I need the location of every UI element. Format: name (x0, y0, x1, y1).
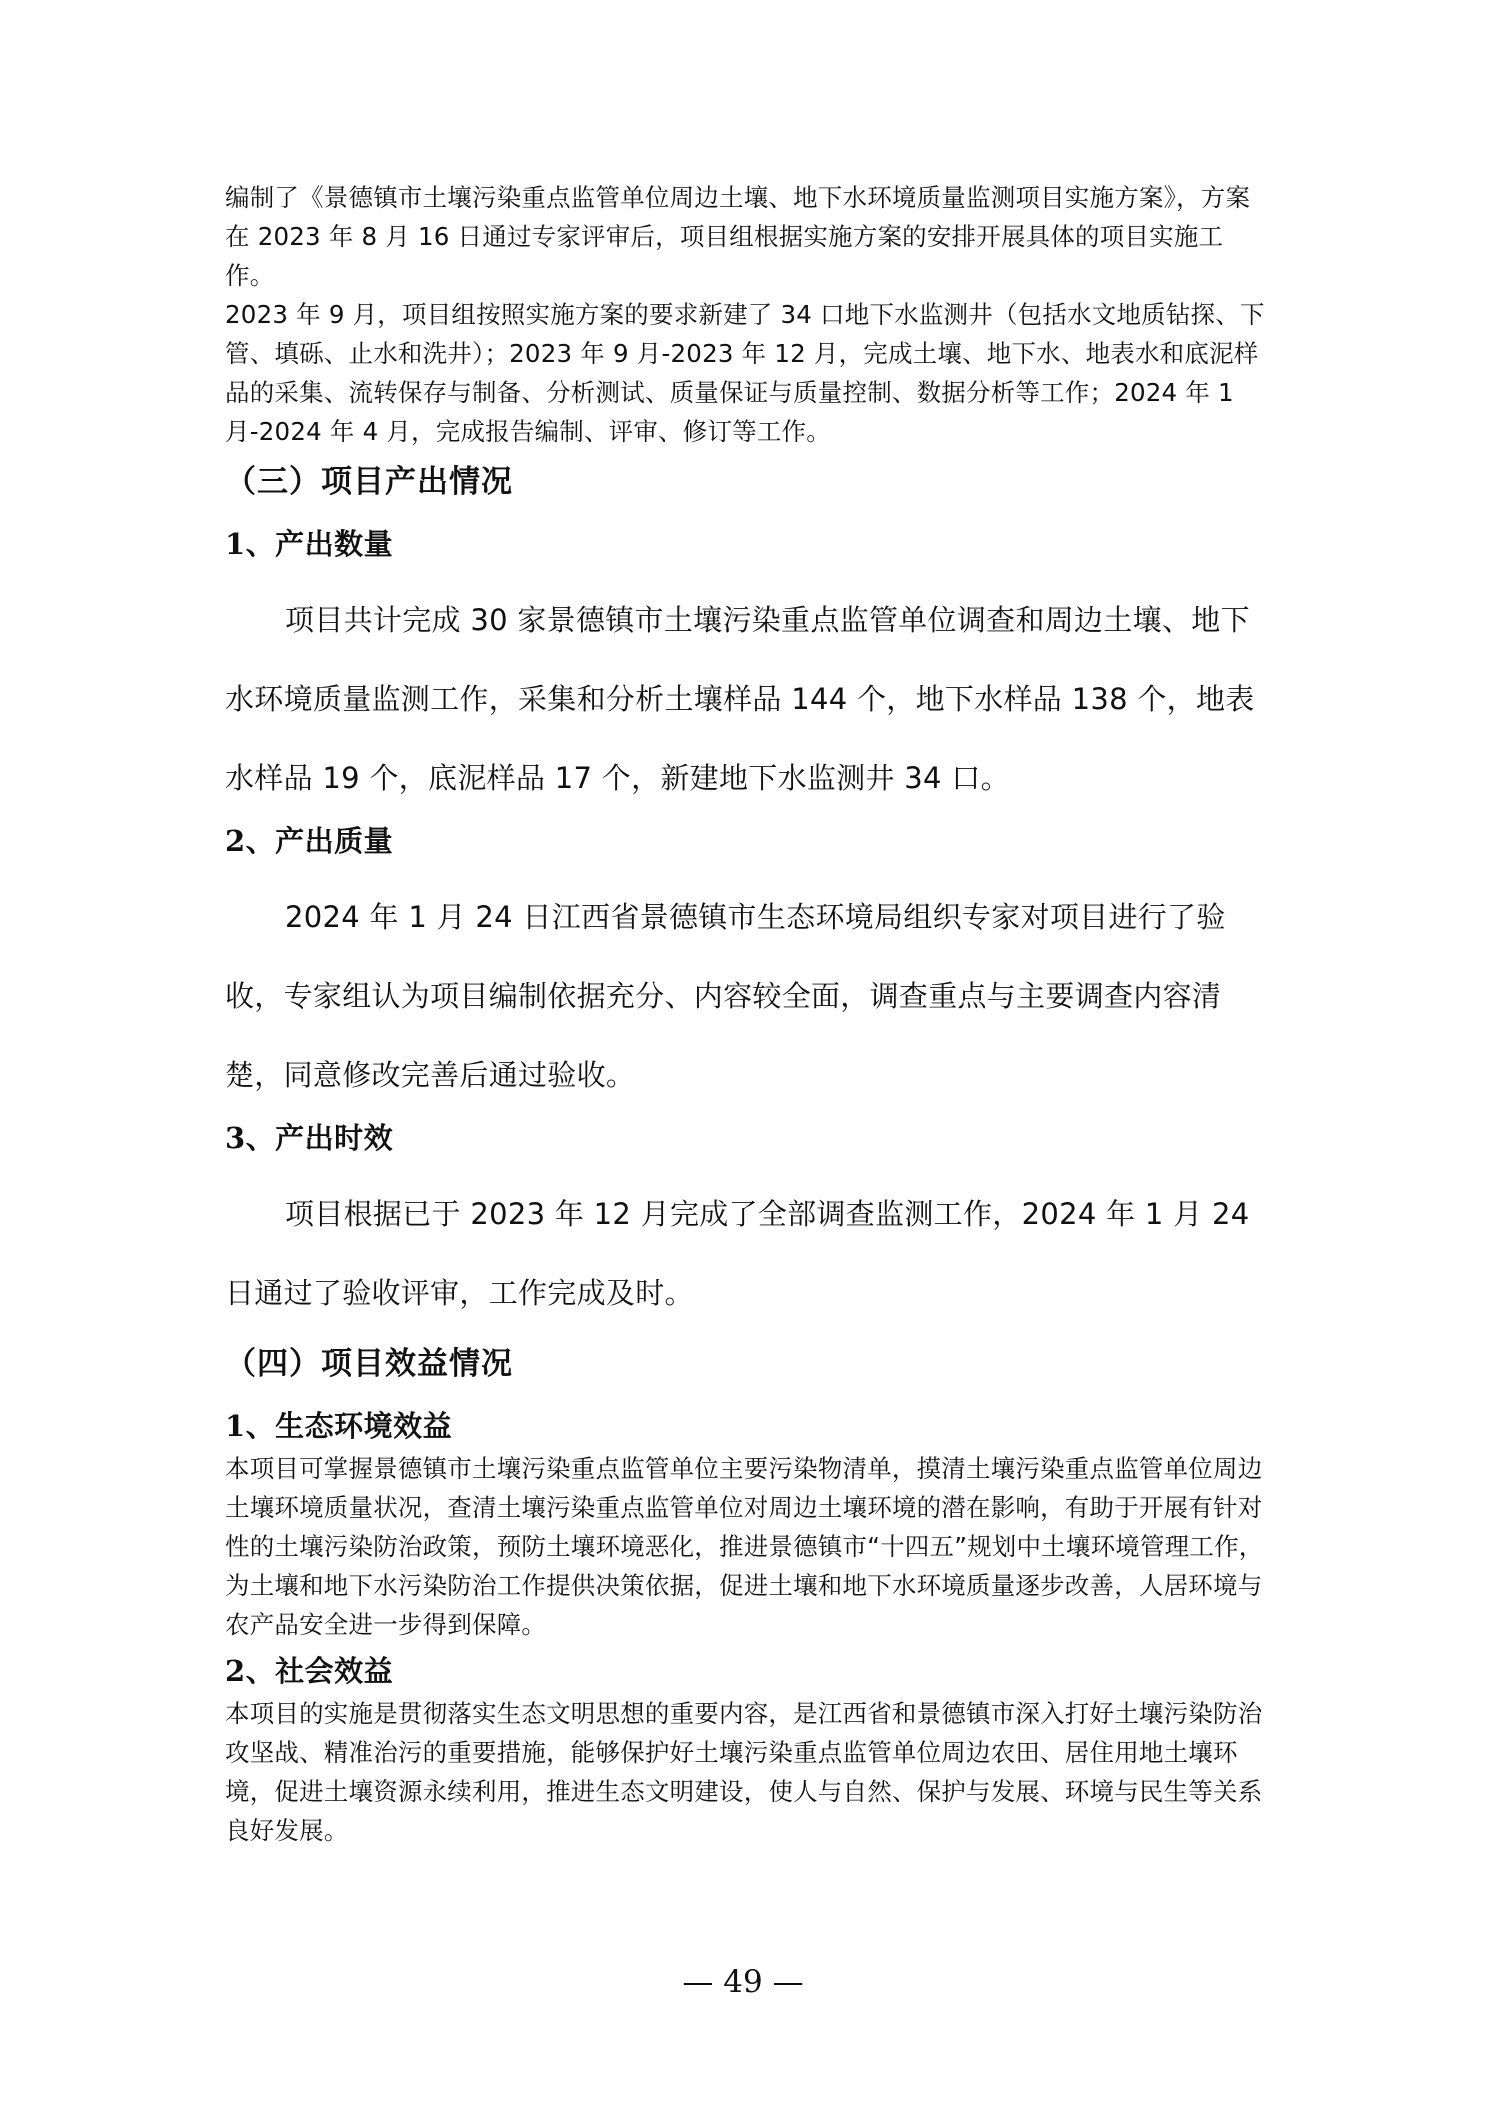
section-3-heading: （三）项目产出情况 (225, 464, 513, 500)
eco-benefit-text: 本项目可掌握景德镇市土壤污染重点监管单位主要污染物清单，摸清土壤污染重点监管单位周边土壤环境质量状况，查清土壤污染重点监管单位对周边土壤环境的潜在影响，有助于开展有针对性的土壤污染防治政策，预防土壤环境恶化，推进景德镇市“十四五”规划中土壤环境管理工作，为土壤和地下水污染防治工作提供决策依据，促进土壤和地下水环境质量逐步改善，人居环境与农产品安全进一步得到保障。 (225, 1454, 1264, 1639)
intro-paragraph-1: 编制了《景德镇市土壤污染重点监管单位周边土壤、地下水环境质量监测项目实施方案》，方案在 2023 年 8 月 16 日通过专家评审后，项目组根据实施方案的安排开展具体的项目实施工作。 (225, 183, 1251, 290)
page-number: — 49 — (682, 1964, 804, 2000)
output-timeliness-heading: 3、产出时效 (225, 1121, 394, 1155)
output-quantity-text: 项目共计完成 30 家景德镇市土壤污染重点监管单位调查和周边土壤、地下水环境质量监测工作，采集和分析土壤样品 144 个，地下水样品 138 个，地表水样品 19 个，底泥样品 17 个，新建地下水监测井 34 口。 (225, 603, 1255, 795)
eco-benefit-heading: 1、生态环境效益 (225, 1409, 453, 1443)
intro-paragraph-2: 2023 年 9 月，项目组按照实施方案的要求新建了 34 口地下水监测井（包括水文地质钻探、下管、填砾、止水和洗井）；2023 年 9 月-2023 年 12 月，完成土壤、地下水、地表水和底泥样品的采集、流转保存与制备、分析测试、质量保证与质量控制、数据分析等工作；2024 年 1 月-2024 年 4 月，完成报告编制、评审、修订等工作。 (225, 300, 1265, 446)
social-benefit-heading: 2、社会效益 (225, 1654, 394, 1688)
output-quality-heading: 2、产出质量 (225, 824, 394, 858)
output-quantity-heading: 1、产出数量 (225, 527, 394, 561)
output-timeliness-text: 项目根据已于 2023 年 12 月完成了全部调查监测工作，2024 年 1 月 24 日通过了验收评审，工作完成及时。 (225, 1197, 1250, 1310)
output-quality-text: 2024 年 1 月 24 日江西省景德镇市生态环境局组织专家对项目进行了验收，专家组认为项目编制依据充分、内容较全面，调查重点与主要调查内容清楚，同意修改完善后通过验收。 (225, 900, 1226, 1092)
document-page (225, 178, 1270, 1850)
section-4-heading: （四）项目效益情况 (225, 1346, 513, 1382)
social-benefit-text: 本项目的实施是贯彻落实生态文明思想的重要内容，是江西省和景德镇市深入打好土壤污染防治攻坚战、精准治污的重要措施，能够保护好土壤污染重点监管单位周边农田、居住用地土壤环境，促进土壤资源永续利用，推进生态文明建设，使人与自然、保护与发展、环境与民生等关系良好发展。 (225, 1699, 1263, 1845)
